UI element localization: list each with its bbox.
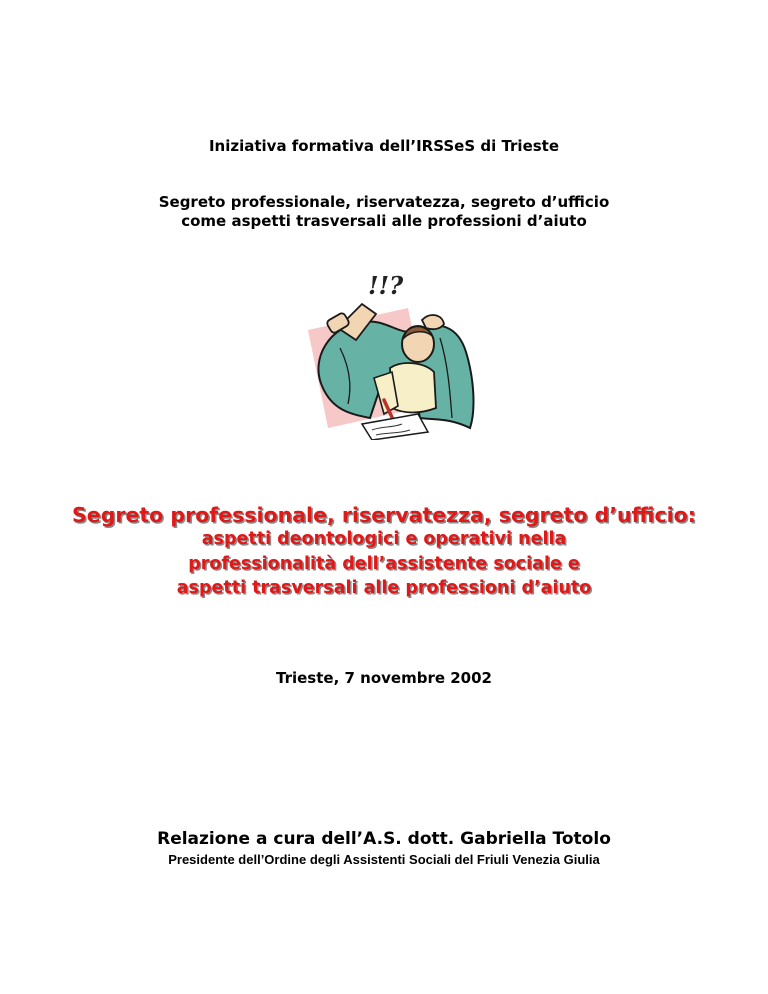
author-role: Presidente dell’Ordine degli Assistenti Sociali del Friuli Venezia Giulia [168,852,600,867]
worried-writer-illustration [300,268,480,440]
author-name: Relazione a cura dell’A.S. dott. Gabriella Totolo [157,829,611,849]
exclamation-icon: !!? [368,271,404,300]
main-title: Segreto professionale, riservatezza, segreto d’ufficio: [72,503,696,527]
subtitle-line-2: come aspetti trasversali alle professioni d’aiuto [181,212,587,230]
title-line-2: aspetti deontologici e operativi nella [201,529,567,549]
subtitle-line-1: Segreto professionale, riservatezza, segreto d’ufficio [158,193,610,211]
title-line-4: aspetti trasversali alle professioni d’aiuto [176,578,592,598]
title-line-3: professionalità dell’assistente sociale e [188,554,580,574]
initiative-heading: Iniziativa formativa dell’IRSSeS di Trieste [208,137,560,155]
date-location: Trieste, 7 novembre 2002 [276,669,492,687]
